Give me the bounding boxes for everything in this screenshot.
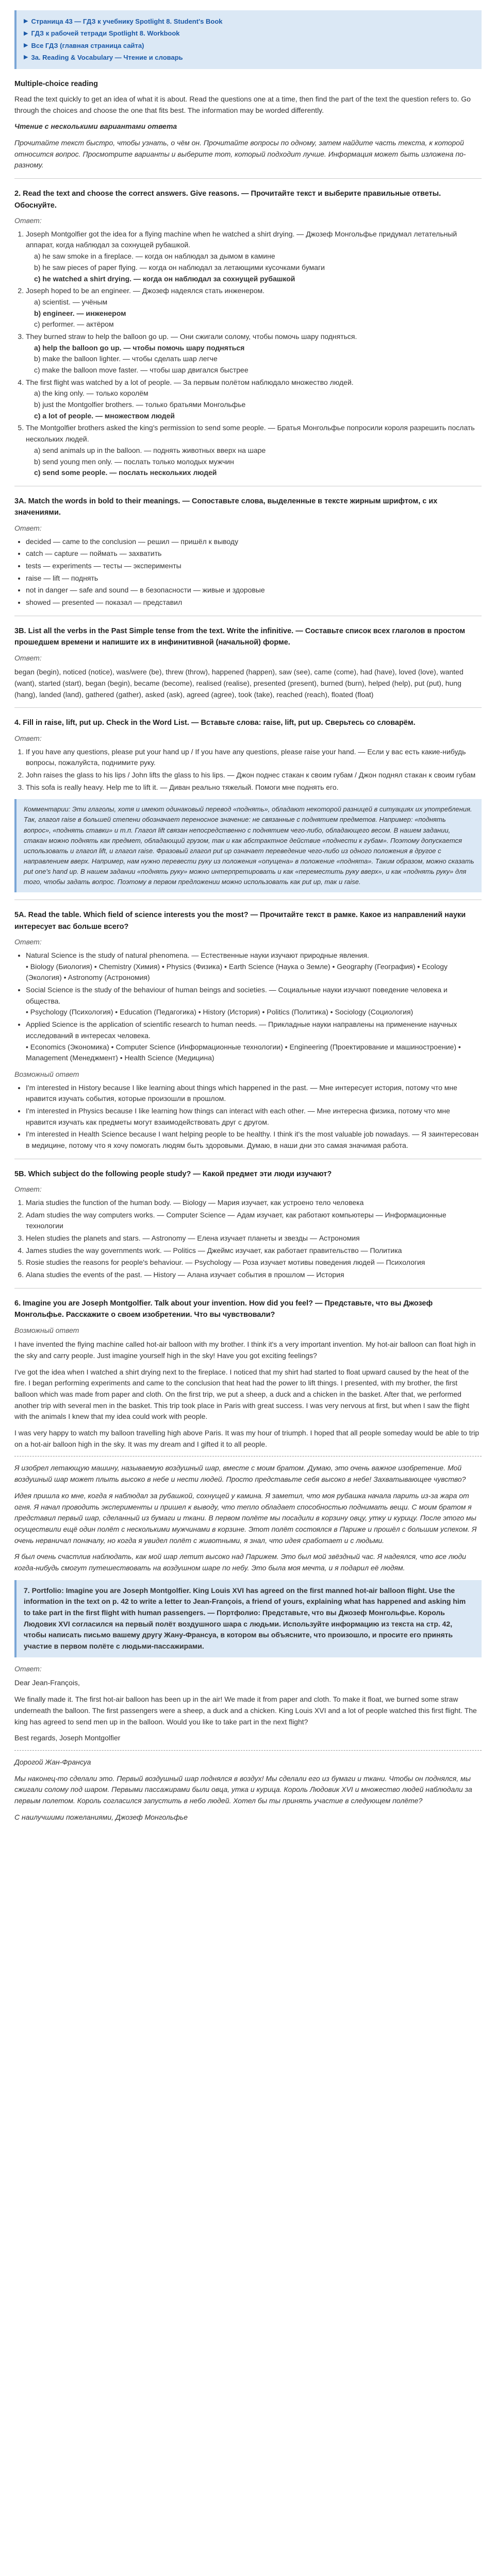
ex2-q2-options bbox=[26, 297, 482, 330]
science-natural-subjects: • Biology (Биология) • Chemistry (Химия) • Physics (Физика) • Earth Science (Наука о Земле) • Geography (География) • Ecology (Экология) • Astronomy (Астрономия) bbox=[26, 962, 448, 982]
ex6-paragraph-ru: Я изобрел летающую машину, называемую воздушный шар, вместе с моим братом. Думаю, это очень важное изобретение. Мой воздушный шар может плыть высоко в небе и нести людей. Просто представьте себя высоко в небе! Захватывающее чувство? bbox=[14, 1464, 466, 1484]
ex2-q3-text: They burned straw to help the balloon go up. — Они сжигали солому, чтобы помочь шару подняться. bbox=[26, 332, 357, 341]
ex3b-heading: 3B. List all the verbs in the Past Simple tense from the text. Write the infinitive. — Составьте список всех глаголов в простом прошедшем времени и напишите их в инфинитивной (начальной) форме. bbox=[14, 626, 466, 647]
nav-link-title[interactable]: Страница 43 — ГДЗ к учебнику Spotlight 8. Student's Book bbox=[31, 18, 223, 25]
ex6-paragraph-ru: Я был очень счастлив наблюдать, как мой шар летит высоко над Парижем. Это был мой звёздный час. Я надеялся, что все люди когда-нибудь смогут путешествовать на воздушном шаре по небу. Это была моя мечта, и я подарил её людям. bbox=[14, 1552, 466, 1572]
ex5a-answer-label: Ответ: bbox=[14, 938, 42, 946]
list-item: 3. Helen studies the planets and stars. — Astronomy — Елена изучает планеты и звезды — Астрономия bbox=[26, 1233, 482, 1244]
ex6-paragraph: I was very happy to watch my balloon travelling high above Paris. It was my hour of triumph. I hoped that all people someday would be able to trip on a hot-air balloon high in the sky. It was my dream and I gifted it to all people. bbox=[14, 1429, 480, 1448]
option: a) send animals up in the balloon. — поднять животных вверх на шаре bbox=[34, 446, 266, 454]
ex5a-possible-label: Возможный ответ bbox=[14, 1070, 79, 1078]
science-social-subjects: • Psychology (Психология) • Education (Педагогика) • History (История) • Politics (Политика) • Sociology (Социология) bbox=[26, 1008, 414, 1016]
ex2-q1-options bbox=[26, 251, 482, 284]
ex3a-answer-label: Ответ: bbox=[14, 523, 42, 532]
list-item: • tests — experiments — тесты — эксперименты bbox=[26, 561, 482, 572]
list-item: • raise — lift — поднять bbox=[26, 573, 482, 584]
chevron-right-icon: ▶ bbox=[24, 18, 28, 25]
dotted-divider bbox=[14, 1750, 482, 1751]
ex2-q3 bbox=[26, 331, 482, 376]
divider bbox=[14, 1288, 482, 1289]
divider bbox=[14, 707, 482, 708]
ex5b-heading: 5B. Which subject do the following people study? — Какой предмет эти люди изучают? bbox=[14, 1170, 332, 1178]
list-item: 5. Rosie studies the reasons for people's behaviour. — Psychology — Роза изучает мотивы поведения людей — Психология bbox=[26, 1257, 482, 1268]
option: b) send young men only. — послать только молодых мужчин bbox=[34, 457, 234, 466]
ex6-paragraph: I have invented the flying machine called hot-air balloon with my brother. I think it's a very important invention. My hot-air balloon can float high in the sky and carry people. Just imagine yourself high in the sky! Have you got exciting feelings? bbox=[14, 1340, 476, 1360]
science-applied-text: Applied Science is the application of scientific research to human needs. — Прикладные науки направлены на применение научных исследований в интересах человека. bbox=[26, 1020, 457, 1040]
mc-intro: Read the text quickly to get an idea of what it is about. Read the questions one at a time, then find the part of the text the question refers to. Go through the choices and choose the one that fits best. The information may be worded differently. bbox=[14, 95, 471, 114]
ex3a-answer-list bbox=[14, 536, 482, 608]
nav-link-workbook[interactable]: ГДЗ к рабочей тетради Spotlight 8. Workbook bbox=[31, 29, 180, 38]
ex2-q5-text: The Montgolfier brothers asked the king's permission to send some people. — Братья Монгольфье попросили короля разрешить послать нескольких людей. bbox=[26, 423, 475, 444]
list-item: 3. This sofa is really heavy. Help me to lift it. — Диван реально тяжелый. Помоги мне поднять его. bbox=[26, 782, 482, 793]
option: c) make the balloon move faster. — чтобы шар двигался быстрее bbox=[34, 366, 249, 375]
chevron-right-icon: ▶ bbox=[24, 42, 28, 48]
option: a) he saw smoke in a fireplace. — когда он наблюдал за дымом в камине bbox=[34, 252, 275, 261]
ex2-q4 bbox=[26, 377, 482, 422]
option: c) performer. — актёром bbox=[34, 320, 114, 329]
ex6-paragraph-ru: Идея пришла ко мне, когда я наблюдал за рубашкой, сохнущей у камина. Я заметил, что моя рубашка начала парить из-за жара от огня. Я начал проводить эксперименты и пришел к выводу, что тепло обладает способностью поднимать вещи. С моим братом я представил первый шар, сделанный из бумаги и ткани. В первом полёте мы посадили в корзину овцу, утку и курицу. После этого мы осуществили ещё один полёт с несколькими мужчинами в корзине. Этот полёт состоялся в Париже и прошёл с большим успехом. Я очень нервничал поначалу, но когда я увидел полёт с животными, я знал, что идея сработает и с людьми. bbox=[14, 1491, 477, 1545]
ex2-q4-text: The first flight was watched by a lot of people. — За первым полётом наблюдало множество людей. bbox=[26, 378, 354, 386]
option-correct: c) a lot of people. — множеством людей bbox=[34, 411, 175, 420]
science-social bbox=[26, 985, 482, 1018]
ex7-letter-body-ru: Мы наконец-то сделали это. Первый воздушный шар поднялся в воздух! Мы сделали его из бумаги и ткани. Чтобы он поднялся, мы сжигали солому под шаром. Первыми пассажирами были овца, утка и курица. Король Людовик XVI и множество людей наблюдали за первым полетом. Король согласился запустить в небо людей. Хотел бы ты принять участие в следующем полёте? bbox=[14, 1774, 472, 1805]
ex6-heading: 6. Imagine you are Joseph Montgolfier. Talk about your invention. How did you feel? — Представьте, что вы Джозеф Монгольфье. Расскажите о своем изобретении. Что вы чувствовали? bbox=[14, 1299, 433, 1319]
ex2-q2 bbox=[26, 285, 482, 330]
ex2-q2-text: Joseph hoped to be an engineer. — Джозеф надеялся стать инженером. bbox=[26, 286, 264, 295]
ex5a-heading: 5A. Read the table. Which field of science interests you the most? — Прочитайте текст в рамке. Какое из направлений науки интересует вас больше всего? bbox=[14, 911, 466, 931]
option-correct: c) send some people. — послать нескольких людей bbox=[34, 468, 217, 477]
mc-heading: Multiple-choice reading bbox=[14, 79, 98, 88]
option: b) he saw pieces of paper flying. — когда он наблюдал за летающими кусочками бумаги bbox=[34, 263, 325, 272]
nav-item-title[interactable] bbox=[24, 15, 474, 27]
option: b) make the balloon lighter. — чтобы сделать шар легче bbox=[34, 354, 218, 363]
list-item: 6. Alana studies the events of the past. — History — Алана изучает события в прошлом — История bbox=[26, 1269, 482, 1281]
ex5b-answer-label: Ответ: bbox=[14, 1185, 42, 1194]
list-item: • showed — presented — показал — представил bbox=[26, 597, 482, 608]
science-natural-text: Natural Science is the study of natural phenomena. — Естественные науки изучают природные явления. bbox=[26, 951, 369, 959]
ex2-q5 bbox=[26, 422, 482, 478]
ex5a-possible-list bbox=[14, 1082, 482, 1151]
ex2-q5-options bbox=[26, 445, 482, 479]
ex2-q1 bbox=[26, 229, 482, 284]
ex4-answer-label: Ответ: bbox=[14, 734, 42, 742]
nav-link-all[interactable]: Все ГДЗ (главная страница сайта) bbox=[31, 41, 144, 49]
ex7-task-box bbox=[14, 1580, 482, 1657]
ex2-answer-list bbox=[14, 229, 482, 479]
list-item: • I'm interested in Physics because I like learning how things can interact with each other. — Мне интересна физика, потому что мне нравится изучать как предметы могут взаимодействовать друг с другом. bbox=[26, 1106, 482, 1128]
ex6-possible-label: Возможный ответ bbox=[14, 1326, 79, 1334]
ex7-letter-greeting-ru: Дорогой Жан-Франсуа bbox=[14, 1757, 91, 1766]
ex4-heading: 4. Fill in raise, lift, put up. Check in the Word List. — Вставьте слова: raise, lift, put up. Сверьтесь со словарём. bbox=[14, 719, 416, 727]
science-social-text: Social Science is the study of the behaviour of human beings and societies. — Социальные науки изучают поведение человека и общества. bbox=[26, 986, 448, 1005]
list-item: • catch — capture — поймать — захватить bbox=[26, 548, 482, 560]
option-correct: c) he watched a shirt drying. — когда он наблюдал за сохнущей рубашкой bbox=[34, 274, 295, 283]
option: b) just the Montgolfier brothers. — только братьями Монгольфье bbox=[34, 400, 246, 409]
nav-item-all[interactable] bbox=[24, 40, 474, 52]
chevron-right-icon: ▶ bbox=[24, 30, 28, 37]
option-correct: a) help the balloon go up. — чтобы помочь шару подняться bbox=[34, 343, 245, 352]
list-item: • I'm interested in History because I like learning about things which happened in the past. — Мне интересует история, потому что мне нравится изучать события, которые произошли в прошлом. bbox=[26, 1082, 482, 1105]
list-item: • I'm interested in Health Science because I want helping people to be healthy. I think it's the most valuable job nowadays. — Я заинтересован в медицине, потому что я хочу помогать людям быть здоровыми. Думаю, в наши дни это самая значимая работа. bbox=[26, 1129, 482, 1151]
option: a) scientist. — учёным bbox=[34, 297, 108, 306]
list-item: 4. James studies the way governments work. — Politics — Джеймс изучает, как работает правительство — Политика bbox=[26, 1245, 482, 1257]
list-item: 2. Adam studies the way computers works. — Computer Science — Адам изучает, как работают компьютеры — Информационные технологии bbox=[26, 1210, 482, 1232]
ex4-answer-list bbox=[14, 747, 482, 793]
nav-item-section[interactable] bbox=[24, 52, 474, 63]
list-item: • not in danger — safe and sound — в безопасности — живые и здоровые bbox=[26, 585, 482, 596]
list-item: 2. John raises the glass to his lips / John lifts the glass to his lips. — Джон поднес стакан к своим губам / Джон поднял стакан к своим губам bbox=[26, 770, 482, 781]
ex7-letter-body: We finally made it. The first hot-air balloon has been up in the air! We made it from paper and cloth. To make it float, we burned some straw underneath the balloon. The first passengers were a sheep, a duck and a chicken. King Louis XVI and a lot of people watched this first flight. The king has agreed to send men up in the balloon. Would you like to take part in the next flight? bbox=[14, 1695, 477, 1726]
ex7-answer-label: Ответ: bbox=[14, 1664, 42, 1673]
ex2-q1-text: Joseph Montgolfier got the idea for a flying machine when he watched a shirt drying. — Джозеф Монгольфье придумал летательный аппарат, когда наблюдал за сохнущей рубашкой. bbox=[26, 229, 457, 249]
list-item: 1. Maria studies the function of the human body. — Biology — Мария изучает, как устроено тело человека bbox=[26, 1197, 482, 1209]
ex7-letter-greeting: Dear Jean-François, bbox=[14, 1679, 80, 1687]
mc-intro-ru: Прочитайте текст быстро, чтобы узнать, о чём он. Прочитайте вопросы по одному, затем найдите часть текста, к которой относится вопрос. Просмотрите варианты и выберите тот, который подходит лучше. Информация может быть изложена по-разному. bbox=[14, 139, 466, 170]
chevron-right-icon: ▶ bbox=[24, 54, 28, 61]
list-item: • decided — came to the conclusion — решил — пришёл к выводу bbox=[26, 536, 482, 548]
ex3a-heading: 3A. Match the words in bold to their meanings. — Сопоставьте слова, выделенные в тексте жирным шрифтом, с их значениями. bbox=[14, 497, 438, 517]
list-item: 1. If you have any questions, please put your hand up / If you have any questions, please raise your hand. — Если у вас есть какие-нибудь вопросы, пожалуйста, поднимите руку. bbox=[26, 747, 482, 769]
ex7-letter-closing-ru: С наилучшими пожеланиями, Джозеф Монгольфье bbox=[14, 1812, 188, 1821]
ex3b-answer-text: began (begin), noticed (notice), was/were (be), threw (throw), happened (happen), saw (see), came (come), had (have), loved (love), wanted (want), started (start), began (begin), became (become), realised (realise), presented (present), burned (burn), helped (help), put (put), hung (hang), landed (land), gathered (gather), asked (ask), agreed (agree), took (take), reached (reach), floated (float) bbox=[14, 668, 464, 699]
option: a) the king only. — только королём bbox=[34, 389, 148, 398]
science-natural bbox=[26, 950, 482, 984]
science-applied bbox=[26, 1019, 482, 1064]
science-applied-subjects: • Economics (Экономика) • Computer Science (Информационные технологии) • Engineering (Проектирование и машиностроение) • Management (Менеджмент) • Health Science (Медицина) bbox=[26, 1042, 461, 1062]
ex2-heading: 2. Read the text and choose the correct answers. Give reasons. — Прочитайте текст и выберите правильные ответы. Обоснуйте. bbox=[14, 190, 441, 210]
ex2-q3-options bbox=[26, 343, 482, 376]
navigation-box bbox=[14, 10, 482, 69]
comment-box: Комментарии: Эти глаголы, хотя и имеют одинаковый перевод «поднять», обладают некоторой разницей в ситуациях их употребления. Так, глагол raise в большей степени обозначает переносное значение: не связанные с поднятием предметов. Например: «поднять вопрос», «поднять ставки» и т.п. Глагол lift связан непосредственно с поднятием чего-либо, обладающего весом. В нашем задании, стакан можно поднять как предмет, обладающий грузом, так и как абстрактное действие «поднести к губам». Поэтому допускается использовать и глагол lift, и глагол raise. Фразовый глагол put up означает переведение чего-либо из одного положения в другое с направлением вверх. Например, нам нужно перевести руку из положения «опущена» в положение «поднята». Таким образом, можно сказать put one's hand up. В нашем задании «поднять руку» можно интерпретировать и как «переместить руку вверх», и как «поднять руку» для того, чтобы задать вопрос. Поэтому в первом предложении можно использовать как put up, так и raise. bbox=[14, 799, 482, 892]
mc-subheading: Чтение с несколькими вариантами ответа bbox=[14, 122, 177, 131]
divider bbox=[14, 178, 482, 179]
ex2-q4-options bbox=[26, 388, 482, 421]
nav-item-workbook[interactable] bbox=[24, 27, 474, 39]
ex7-letter-closing: Best regards, Joseph Montgolfier bbox=[14, 1734, 121, 1742]
ex2-answer-label: Ответ: bbox=[14, 216, 42, 225]
ex5a-science-list bbox=[14, 950, 482, 1064]
ex5b-answer-list bbox=[14, 1197, 482, 1281]
nav-link-section[interactable]: 3a. Reading & Vocabulary — Чтение и словарь bbox=[31, 54, 183, 62]
ex3b-answer-label: Ответ: bbox=[14, 653, 42, 662]
ex6-paragraph: I've got the idea when I watched a shirt drying next to the fireplace. I noticed that my shirt had started to float upward caused by the heat of the fire. I began performing experiments and came to the conclusion that heat had the power to lift things. I presented, with my brother, the first balloon which was made from paper and cloth. On the first trip, we put a sheep, a duck and a chicken in the basket. After that, we performed another trip with several men in the basket. This trip took place in Paris with great success. I was very nervous at first, but when I saw the flight with the animals I knew that my idea could work with people. bbox=[14, 1367, 470, 1421]
ex7-heading: 7. Portfolio: Imagine you are Joseph Montgolfier. King Louis XVI has agreed on the first manned hot-air balloon flight. Use the information in the text on p. 42 to write a letter to Jean-François, a friend of yours, explaining what has happened and asking him to take part in the first flight with human passengers. — Портфолио: Представьте, что вы Джозеф Монгольфье. Король Людовик XVI согласился на первый полёт воздушного шара с людьми. Используйте информацию из текста на стр. 42, чтобы написать письмо вашему другу Жану-Франсуа, в котором вы объясните, что произошло, и просите его принять участие в первом полёте с людьми-пассажирами. bbox=[24, 1586, 466, 1651]
option-correct: b) engineer. — инженером bbox=[34, 309, 126, 317]
